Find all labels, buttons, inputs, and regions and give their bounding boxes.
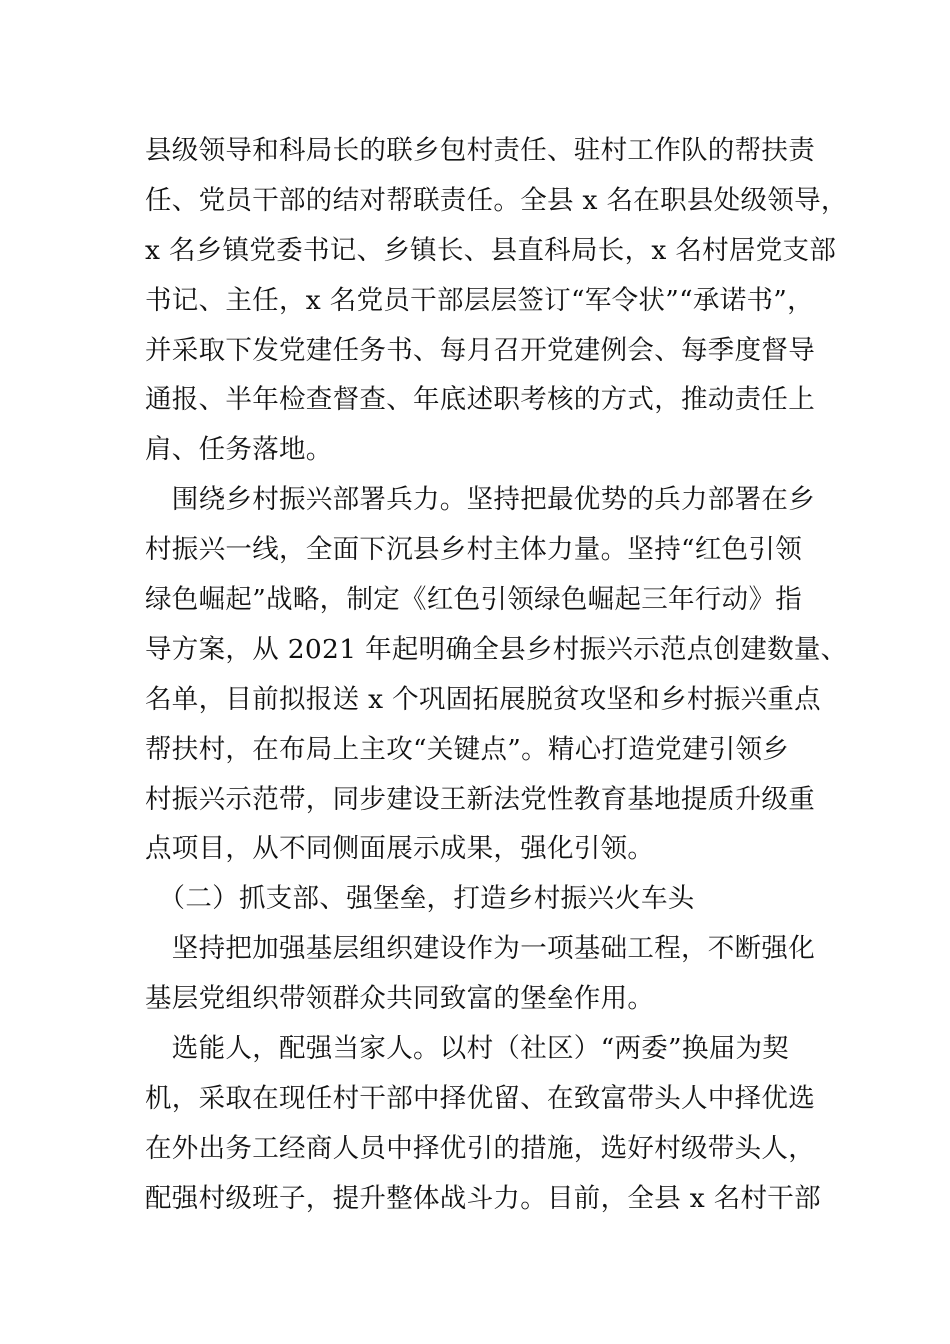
- text-line: 坚持把加强基层组织建设作为一项基础工程，不断强化: [145, 933, 815, 965]
- text-line: 选能人，配强当家人。以村（社区）“两委”换届为契: [145, 1033, 790, 1065]
- section-heading: （二）抓支部、强堡垒，打造乡村振兴火车头: [145, 883, 695, 915]
- text-line: 村振兴一线，全面下沉县乡村主体力量。坚持“红色引领: [145, 534, 803, 566]
- text-line: 点项目，从不同侧面展示成果，强化引领。: [145, 833, 655, 865]
- text-line: 机，采取在现任村干部中择优留、在致富带头人中择优选: [145, 1082, 815, 1114]
- text-line: 任、党员干部的结对帮联责任。全县 x 名在职县处级领导，: [145, 184, 848, 216]
- text-line: 围绕乡村振兴部署兵力。坚持把最优势的兵力部署在乡: [145, 484, 815, 516]
- text-line: 在外出务工经商人员中择优引的措施，选好村级带头人，: [145, 1132, 815, 1164]
- text-line: 通报、半年检查督查、年底述职考核的方式，推动责任上: [145, 384, 815, 416]
- text-line: 县级领导和科局长的联乡包村责任、驻村工作队的帮扶责: [145, 135, 815, 166]
- text-line: 配强村级班子，提升整体战斗力。目前，全县 x 名村干部: [145, 1182, 821, 1214]
- text-line: 帮扶村，在布局上主攻“关键点”。精心打造党建引领乡: [145, 733, 790, 765]
- text-line: 并采取下发党建任务书、每月召开党建例会、每季度督导: [145, 334, 815, 366]
- text-line: 绿色崛起”战略，制定《红色引领绿色崛起三年行动》指: [145, 584, 803, 616]
- text-line: x 名乡镇党委书记、乡镇长、县直科局长，x 名村居党支部: [145, 234, 837, 266]
- text-line: 导方案，从 2021 年起明确全县乡村振兴示范点创建数量、: [145, 633, 848, 665]
- text-line: 名单，目前拟报送 x 个巩固拓展脱贫攻坚和乡村振兴重点: [145, 683, 821, 715]
- text-line: 基层党组织带领群众共同致富的堡垒作用。: [145, 983, 655, 1015]
- text-line: 村振兴示范带，同步建设王新法党性教育基地提质升级重: [145, 783, 815, 815]
- body-text: [145, 126, 848, 1224]
- text-line: 肩、任务落地。: [145, 434, 333, 466]
- text-line: 书记、主任，x 名党员干部层层签订“军令状”“承诺书”，: [145, 284, 814, 316]
